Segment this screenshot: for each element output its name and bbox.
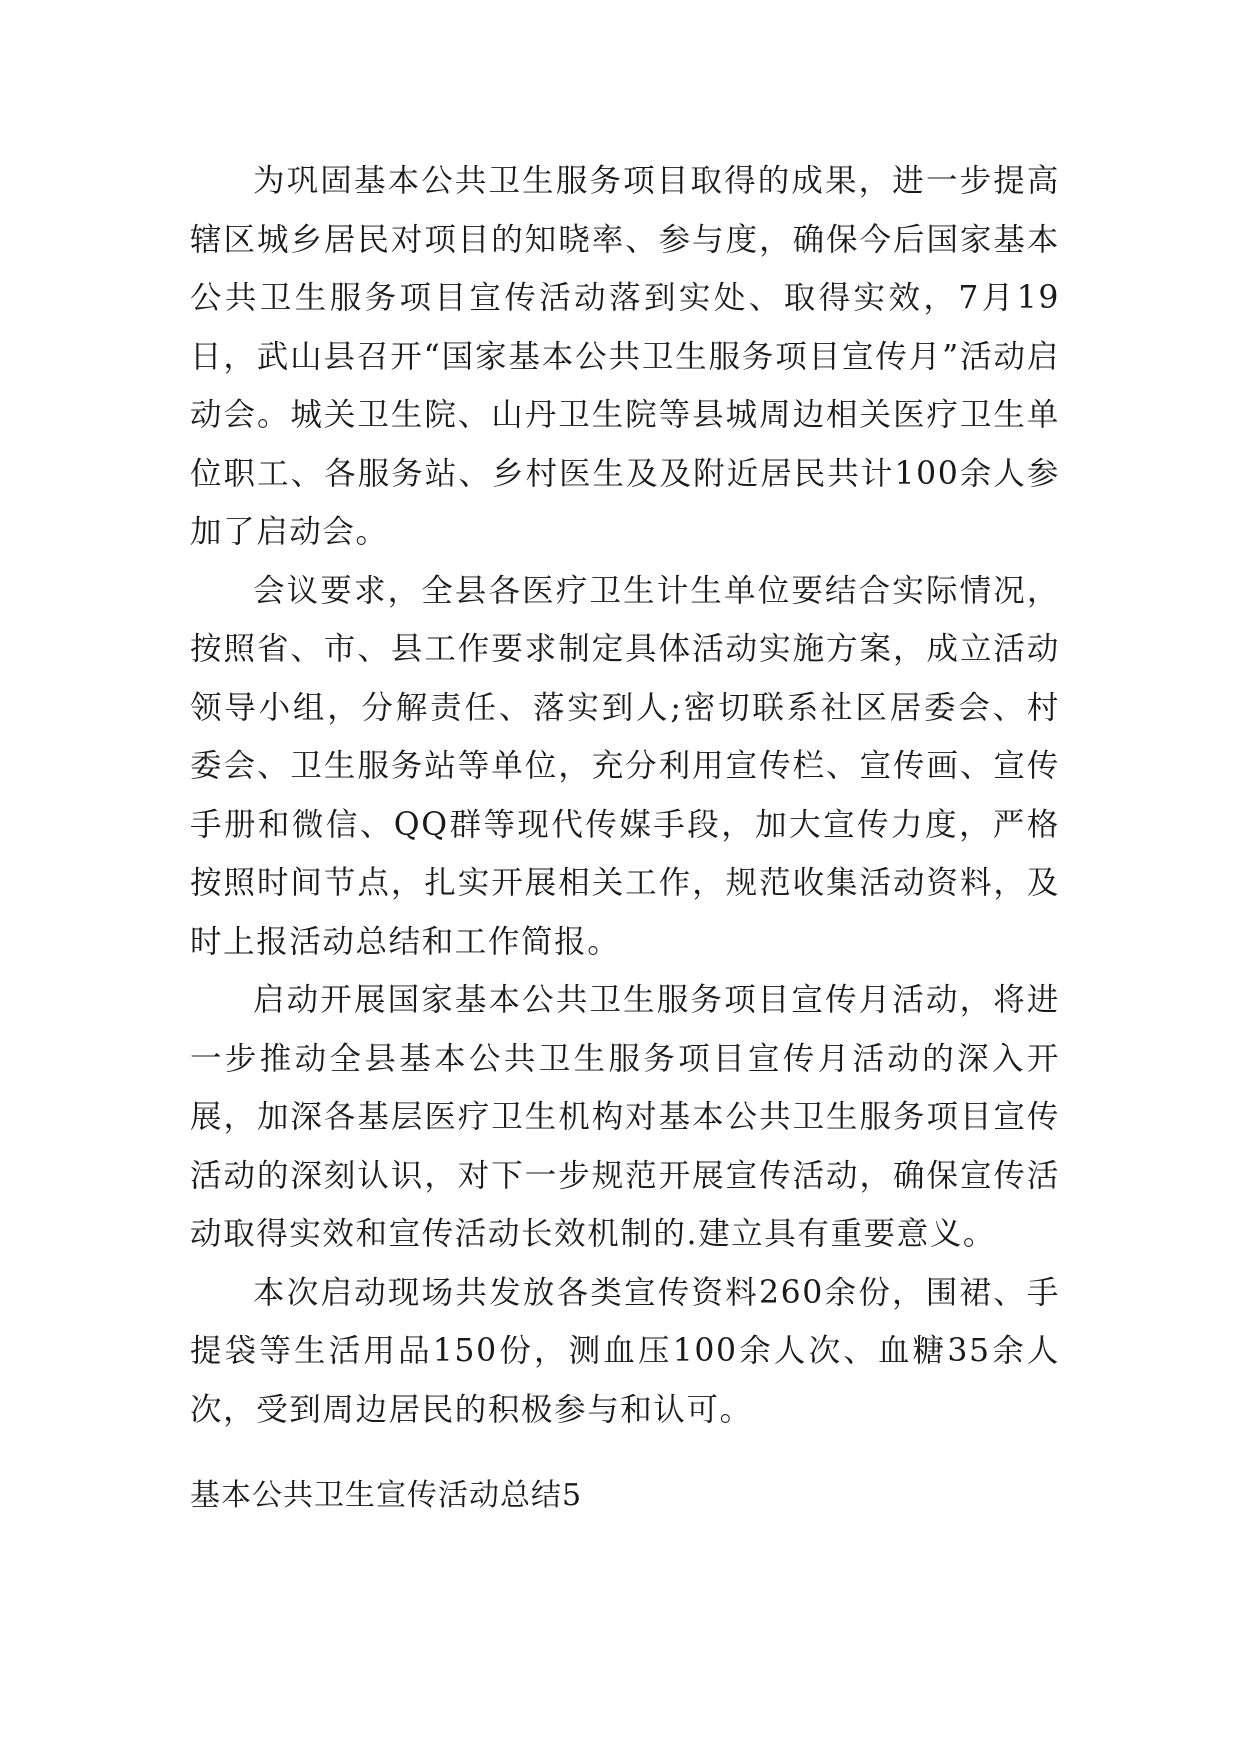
paragraph-4: 本次启动现场共发放各类宣传资料260余份，围裙、手提袋等生活用品150份，测血压100余人次、血糖35余人次，受到周边居民的积极参与和认可。	[190, 1274, 1060, 1428]
paragraph-3: 启动开展国家基本公共卫生服务项目宣传月活动，将进一步推动全县基本公共卫生服务项目宣传月活动的深入开展，加深各基层医疗卫生机构对基本公共卫生服务项目宣传活动的深刻认识，对下一步规范开展宣传活动，确保宣传活动取得实效和宣传活动长效机制的.建立具有重要意义。	[190, 982, 1060, 1252]
paragraph-2: 会议要求，全县各医疗卫生计生单位要结合实际情况，按照省、市、县工作要求制定具体活动实施方案，成立活动领导小组，分解责任、落实到人;密切联系社区居委会、村委会、卫生服务站等单位，充分利用宣传栏、宣传画、宣传手册和微信、QQ群等现代传媒手段，加大宣传力度，严格按照时间节点，扎实开展相关工作，规范收集活动资料，及时上报活动总结和工作简报。	[190, 572, 1060, 960]
section-heading: 基本公共卫生宣传活动总结5	[190, 1478, 583, 1513]
paragraph-1: 为巩固基本公共卫生服务项目取得的成果，进一步提高辖区城乡居民对项目的知晓率、参与度，确保今后国家基本公共卫生服务项目宣传活动落到实处、取得实效，7月19日，武山县召开“国家基本公共卫生服务项目宣传月”活动启动会。城关卫生院、山丹卫生院等县城周边相关医疗卫生单位职工、各服务站、乡村医生及及附近居民共计100余人参加了启动会。	[190, 163, 1060, 550]
document-body	[190, 152, 1060, 1439]
